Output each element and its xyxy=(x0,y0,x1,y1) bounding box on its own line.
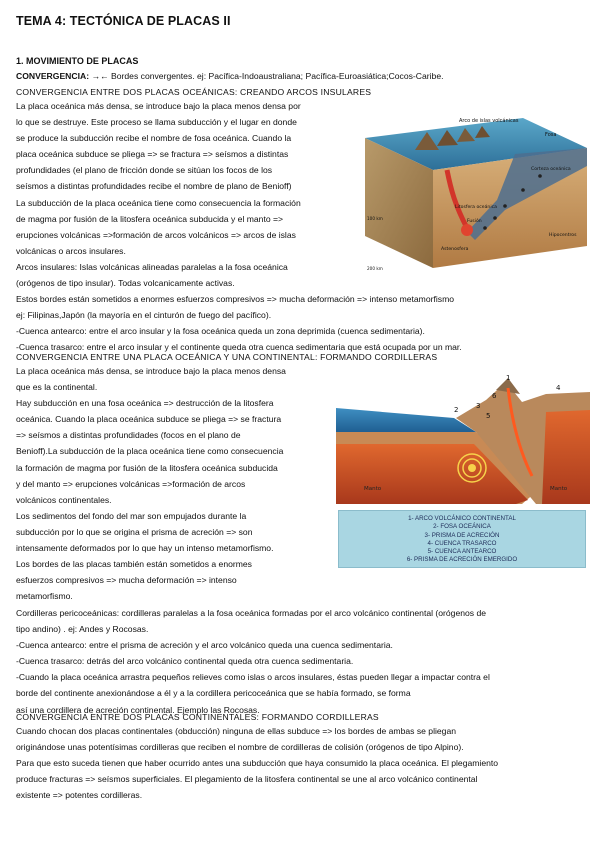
convergencia-label: CONVERGENCIA: xyxy=(16,71,90,81)
hypocenter-dot xyxy=(503,204,507,208)
text-line: erupciones volcánicas =>formación de arcos volcánicos => arcos de islas xyxy=(16,229,296,240)
label-200km: 200 km xyxy=(367,266,383,271)
text-line: esfuerzos compresivos => mucha deformación => intenso xyxy=(16,575,237,586)
legend-item: 3- PRISMA DE ACRECIÓN xyxy=(424,531,500,539)
text-line: -Cuenca antearco: entre el prisma de acreción y el arco volcánico queda una cuenca sedimentaria. xyxy=(16,640,393,651)
text-line: volcánicos continentales. xyxy=(16,494,112,505)
label-arco: Arco de islas volcánicas xyxy=(459,118,519,124)
text-line: oceánica. Cuando la placa oceánica subduce se pliega => se fractura xyxy=(16,414,282,425)
text-line: Hay subducción en una fosa oceánica => destrucción de la litosfera xyxy=(16,398,274,409)
text-line: de magma por fusión de la litosfera oceánica subducida y el manto => xyxy=(16,213,284,224)
text-line: profundidades (el plano de fricción donde se sitúan los focos de los xyxy=(16,165,273,176)
cordillera-diagram xyxy=(336,372,590,504)
convergencia-line xyxy=(16,71,444,82)
label-n2: 2 xyxy=(454,406,459,414)
text-line: Los bordes de las placas también están sometidos a enormes xyxy=(16,559,252,570)
text-line: Arcos insulares: Islas volcánicas alineadas paralelas a la fosa oceánica xyxy=(16,261,288,272)
text-line: se produce la subducción recibe el nombre de fosa oceánica. Cuando la xyxy=(16,133,292,144)
label-n6: 6 xyxy=(492,392,497,400)
label-fusion: Fusión xyxy=(467,219,482,224)
figure-legend xyxy=(338,510,586,568)
label-manto-left: Manto xyxy=(364,486,382,492)
label-hipocentros: Hipocentros xyxy=(549,233,577,238)
text-line: placa oceánica subduce se pliega => se fractura => seísmos a distintas xyxy=(16,149,289,160)
text-line: metamorfismo. xyxy=(16,591,73,602)
text-line: La subducción de la placa oceánica tiene como consecuencia la formación xyxy=(16,197,301,208)
label-n5: 5 xyxy=(486,412,491,420)
paragraph-oceanic-continental xyxy=(16,363,286,604)
text-line: ej: Filipinas,Japón (la mayoría en el cinturón de fuego del pacífico). xyxy=(16,310,272,321)
legend-item: 2- FOSA OCEÁNICA xyxy=(433,523,491,531)
convergencia-text: Bordes convergentes. ej: Pacífica-Indoaustraliana; Pacífica-Euroasiática;Cocos-Caribe. xyxy=(111,71,444,81)
label-100km: 100 km xyxy=(367,216,383,221)
text-line: subducción por lo que se origina el prisma de acreción => son xyxy=(16,526,253,537)
text-line: tipo andino) . ej: Andes y Rocosas. xyxy=(16,624,149,635)
text-line: borde del continente anexionándose a él y a la cordillera pericoceánica que se había formado, se forma xyxy=(16,688,411,699)
text-line: -Cuenca trasarco: detrás del arco volcánico continental queda otra cuenca sedimentaria. xyxy=(16,656,354,667)
page-title: TEMA 4: TECTÓNICA DE PLACAS II xyxy=(16,14,231,28)
hypocenter-dot xyxy=(538,174,542,178)
text-line: Para que esto suceda tienen que haber ocurrido antes una subducción que haya consumido la placa oceánica. El plegamiento xyxy=(16,758,499,769)
text-line: volcánicas o arcos insulares. xyxy=(16,245,126,256)
text-line: Benioff).La subducción de la placa oceánica tiene como consecuencia xyxy=(16,446,284,457)
text-line: que es la continental. xyxy=(16,382,98,393)
subheading-continental-continental: CONVERGENCIA ENTRE DOS PLACAS CONTINENTALES: FORMANDO CORDILLERAS xyxy=(16,712,379,722)
text-line: produce fracturas => seísmos superficiales. El plegamiento de la litosfera continental se une al arco volcánico continental xyxy=(16,774,478,785)
label-corteza: Corteza oceánica xyxy=(531,167,571,172)
convergencia-arrows: →← xyxy=(91,71,109,81)
section-heading: 1. MOVIMIENTO DE PLACAS xyxy=(16,56,139,66)
legend-item: 5- CUENCA ANTEARCO xyxy=(427,548,497,556)
text-line: existente => potentes cordilleras. xyxy=(16,790,143,801)
text-line: seísmos a distintas profundidades recibe el nombre de plano de Benioff) xyxy=(16,181,292,192)
text-line: Cordilleras pericoceánicas: cordilleras paralelas a la fosa oceánica formadas por el arco volcánico continental (orógenos de xyxy=(16,608,487,618)
text-line: => seísmos a distintas profundidades (focos en el plano de xyxy=(16,430,241,441)
magma-chamber xyxy=(461,224,473,236)
label-litosfera: Litosfera oceánica xyxy=(455,205,497,210)
label-manto-right: Manto xyxy=(550,486,568,492)
label-astenosfera: Astenosfera xyxy=(441,247,469,252)
text-line: -Cuenca antearco: entre el arco insular y la fosa oceánica queda un zona deprimida (cuenca sedimentaria). xyxy=(16,326,425,337)
legend-item: 1- ARCO VOLCÁNICO CONTINENTAL xyxy=(408,515,516,522)
text-line: La placa oceánica más densa, se introduce bajo la placa menos densa por xyxy=(16,101,301,111)
label-n1: 1 xyxy=(506,374,511,382)
text-line: y del manto => erupciones volcánicas =>formación de arcos xyxy=(16,478,246,489)
text-line: (orógenos de tipo insular). Todas volcanicamente activas. xyxy=(16,278,235,289)
text-line: -Cuando la placa oceánica arrastra pequeños relieves como islas o arcos insulares, éstas pueden llegar a impactar contra el xyxy=(16,672,490,683)
text-line: lo que se destruye. Este proceso se llama subducción y el lugar en donde xyxy=(16,117,297,128)
text-line: intensamente deformados por lo que hay un intenso metamorfismo. xyxy=(16,543,274,554)
text-line: La placa oceánica más densa, se introduce bajo la placa menos densa xyxy=(16,366,286,376)
label-n4: 4 xyxy=(556,384,561,392)
subheading-oceanic-oceanic: CONVERGENCIA ENTRE DOS PLACAS OCEÁNICAS: CREANDO ARCOS INSULARES xyxy=(16,87,372,97)
subheading-oceanic-continental: CONVERGENCIA ENTRE UNA PLACA OCEÁNICA Y UNA CONTINENTAL: FORMANDO CORDILLERAS xyxy=(16,352,438,362)
text-line: Los sedimentos del fondo del mar son empujados durante la xyxy=(16,510,247,521)
label-fosa: Fosa xyxy=(545,132,557,138)
text-line: originándose unas potentísimas cordilleras que reciben el nombre de cordilleras de colisión (orógenos de tipo Alpino). xyxy=(16,742,464,753)
paragraph-continental-continental xyxy=(16,723,498,803)
text-line: Estos bordes están sometidos a enormes esfuerzos compresivos => mucha deformación => intenso metamorfismo xyxy=(16,294,455,305)
hypocenter-dot xyxy=(483,226,487,230)
hypocenter-dot xyxy=(521,188,525,192)
legend-item: 4- CUENCA TRASARCO xyxy=(427,539,497,547)
island-arc-diagram xyxy=(355,110,593,275)
paragraph-cordilleras xyxy=(16,605,490,718)
text-line: Cuando chocan dos placas continentales (obducción) ninguna de ellas subduce => los bordes de ambas se pliegan xyxy=(16,726,457,736)
hypocenter-dot xyxy=(493,216,497,220)
text-line: así una cordillera de acreción continental. Ejemplo las Rocosas. xyxy=(16,704,260,715)
seismic-focus xyxy=(468,464,476,472)
text-line: -Cuenca trasarco: entre el arco insular y el continente queda otra cuenca sedimentaria que está ocupada por un mar. xyxy=(16,342,462,353)
legend-item: 6- PRISMA DE ACRECIÓN EMERGIDO xyxy=(406,556,518,564)
label-n3: 3 xyxy=(476,402,481,410)
text-line: la formación de magma por fusión de la litosfera oceánica subducida xyxy=(16,462,278,473)
